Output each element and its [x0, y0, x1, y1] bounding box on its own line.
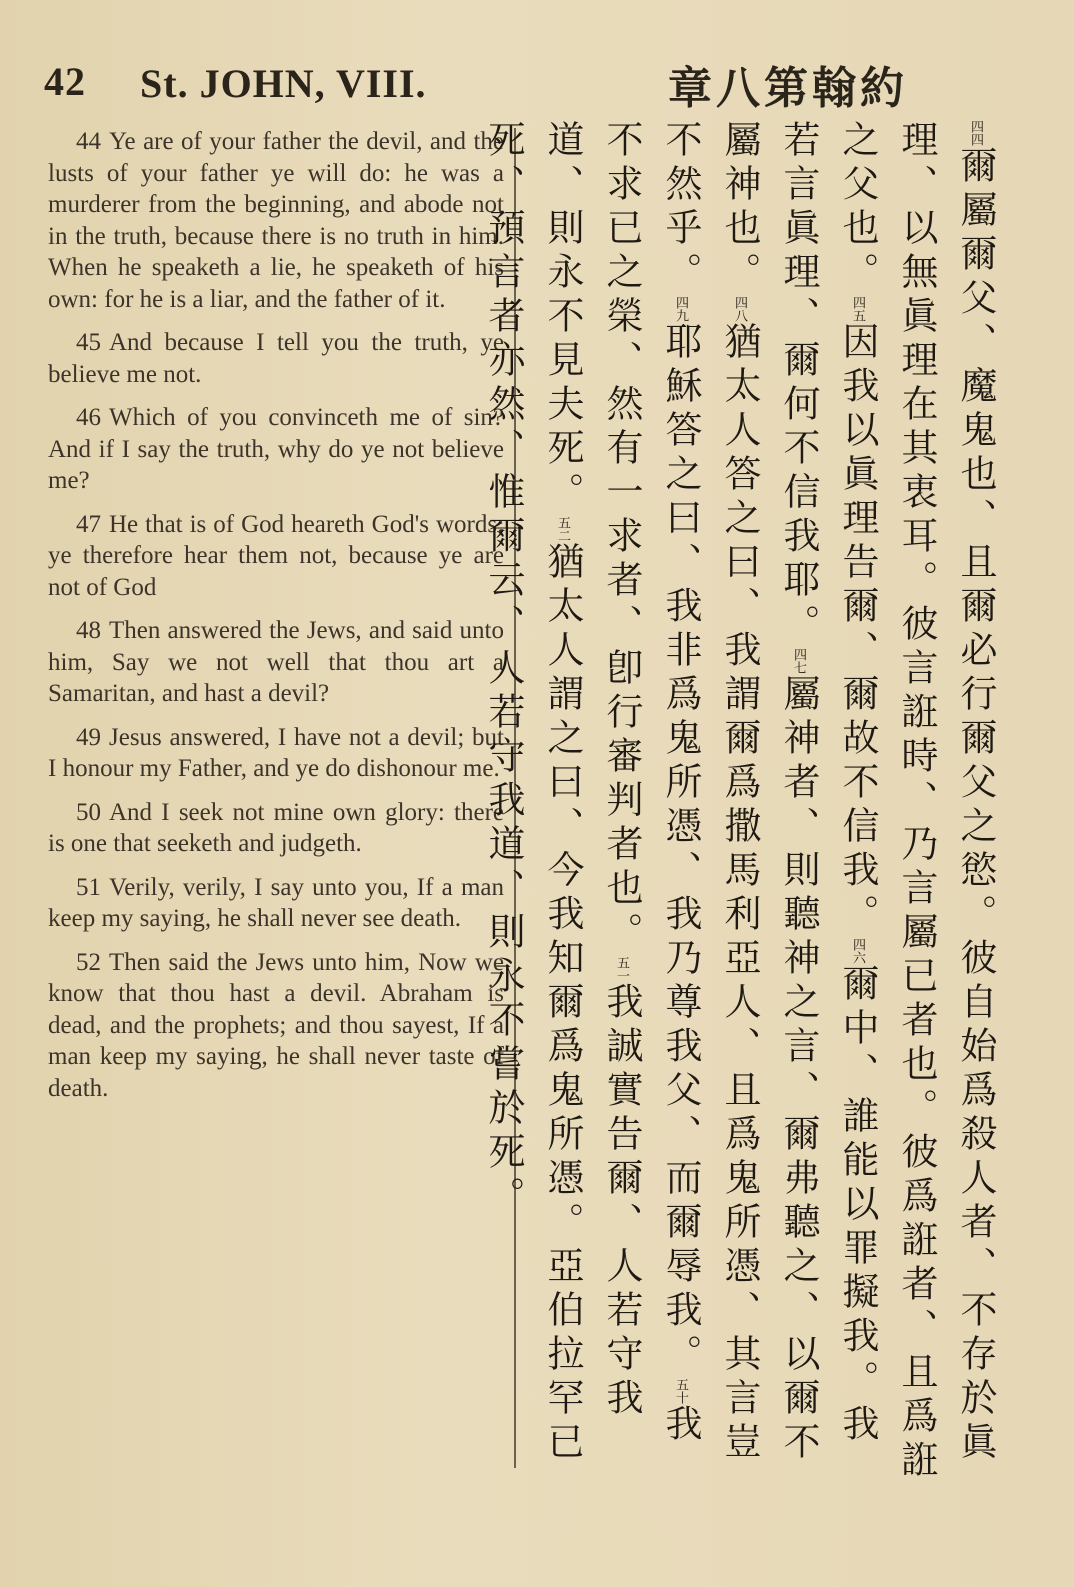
chinese-verse-text: 爾中、誰能以罪擬我。我若言眞理、爾何不信我耶。	[777, 120, 879, 1448]
chinese-verse-text: 耶穌答之曰、我非爲鬼所憑、我乃尊我父、而爾辱我。	[659, 322, 702, 1378]
verse-49	[48, 722, 504, 785]
running-title: St. JOHN, VIII.	[140, 61, 427, 106]
verse-number: 45	[76, 329, 101, 356]
verse-44	[48, 126, 504, 315]
chinese-verse-text: 爾屬爾父、魔鬼也、且爾必行爾父之慾。彼自始爲殺人者、不存於眞理、以無眞理在其衷耳。彼言誑時、乃言屬已者也。彼爲誑者、且爲誑之父也。	[836, 120, 997, 1484]
verse-text: And I seek not mine own glory: there is one that seeketh and judgeth.	[48, 798, 504, 857]
chinese-verse-number: 四八	[732, 296, 747, 322]
verse-number: 51	[76, 873, 101, 901]
verse-52	[48, 947, 504, 1105]
verse-number: 50	[76, 798, 101, 826]
chinese-verse-number: 四五	[850, 296, 865, 322]
chinese-verse-number: 五一	[614, 956, 629, 982]
chinese-verse-text: 因我以眞理告爾、爾故不信我。	[836, 322, 879, 938]
verse-text: Jesus answered, I have not a devil; but I honour my Father, and ye do dishonour me.	[48, 723, 504, 782]
verse-text: Then said the Jews unto him, Now we know that thou hast a devil. Abraham is dead, and the prophets; and thou sayest, If a man keep my saying, he shall never taste of death.	[48, 948, 504, 1102]
page-number: 42	[44, 59, 86, 104]
verse-number: 48	[76, 617, 101, 644]
verse-51	[48, 872, 504, 935]
verse-text: Ye are of your father the devil, and the lusts of your father ye will do: he was a murderer from the beginning, and abode not in the truth, because there is no truth in him. When he speaketh a lie, he speaketh of his own: for he is a liar, and the father of it.	[48, 128, 504, 313]
chinese-verse-number: 五十	[673, 1378, 688, 1404]
chinese-verse-number: 四九	[673, 296, 688, 322]
verse-number: 44	[76, 128, 101, 155]
verse-number: 52	[76, 948, 101, 976]
verse-text: He that is of God heareth God's words: ye therefore hear them not, because ye are not of God	[48, 510, 504, 601]
verse-50	[48, 797, 504, 860]
verse-text: Then answered the Jews, and said unto him, Say we not well that thou art a Samaritan, and hast a devil?	[48, 617, 504, 707]
chinese-verse-text: 屬神者、則聽神之言、爾弗聽之、以爾不屬神也。	[718, 120, 820, 1466]
verse-46	[48, 402, 504, 497]
chinese-running-title: 約翰第八章	[668, 63, 908, 114]
verse-text: Verily, verily, I say unto you, If a man keep my saying, he shall never see death.	[48, 873, 504, 932]
verse-number: 46	[76, 404, 101, 431]
verse-number: 49	[76, 723, 101, 751]
chinese-text-column	[482, 120, 1005, 1490]
english-text-column	[48, 126, 504, 1116]
verse-47	[48, 509, 504, 604]
verse-48	[48, 615, 504, 710]
chinese-verse-number: 四六	[850, 938, 865, 964]
chinese-verse-number: 四四	[968, 120, 983, 146]
chinese-verse-text: 猶太人謂之曰、今我知爾爲鬼所憑。亞伯拉罕已死、預言者亦然、惟爾云、人若守我道、則永不嘗於死。	[482, 120, 584, 1466]
verse-45	[48, 327, 504, 390]
verse-text: Which of you convinceth me of sin? And if I say the truth, why do ye not believe me?	[48, 404, 504, 494]
chinese-verse-number: 五二	[555, 516, 570, 542]
verse-text: And because I tell you the truth, ye believe me not.	[48, 329, 504, 388]
chinese-verse-number: 四七	[791, 648, 806, 674]
chinese-verse-text: 我誠實告爾、人若守我道、則永不見夫死。	[541, 120, 643, 1422]
verse-number: 47	[76, 510, 101, 538]
chinese-verse-text: 猶太人答之曰、我謂爾爲撒馬利亞人、且爲鬼所憑、其言豈不然乎。	[659, 120, 761, 1466]
chinese-verse-text: 我不求已之榮、然有一求者、卽行審判者也。	[600, 120, 702, 1448]
